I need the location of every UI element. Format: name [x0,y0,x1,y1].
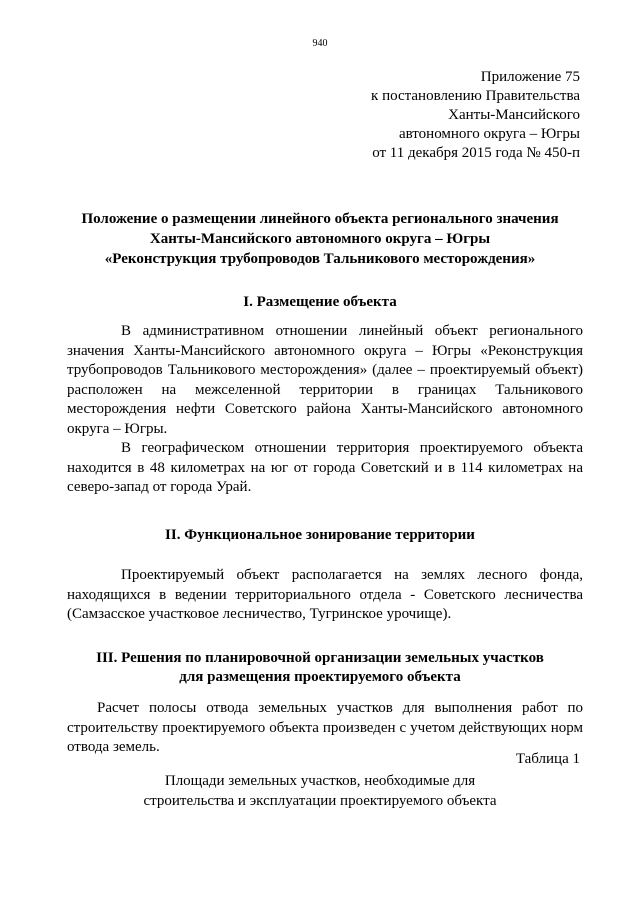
appendix-line: автономного округа – Югры [398,126,580,142]
section-3-heading [60,649,580,687]
paragraph: В географическом отношении территория проектируемого объекта находится в 48 километрах на юг от города Советский и в 114 километрах на северо-запад от города Урай. [67,440,583,495]
paragraph: Проектируемый объект располагается на землях лесного фонда, находящихся в ведении территориального отдела - Советского лесничества (Самзасское участковое лесничество, Тугринское урочище). [67,567,583,622]
section-2-heading: II. Функциональное зонирование территории [165,527,475,543]
appendix-line: Приложение 75 [480,69,580,85]
title-line: Ханты-Мансийского автономного округа – Югры [149,231,491,247]
table-title [60,771,580,811]
document-title [60,209,580,269]
section-1-body [67,322,583,498]
table-title-line: строительства и эксплуатации проектируемого объекта [143,793,497,809]
title-line: «Реконструкция трубопроводов Тальникового месторождения» [104,251,536,267]
title-line: Положение о размещении линейного объекта регионального значения [81,211,559,227]
section-3-body [67,699,583,758]
section-2-body [67,566,583,625]
appendix-block [280,68,580,163]
paragraph: В административном отношении линейный объект регионального значения Ханты-Мансийского автономного округа – Югры «Реконструкция трубопроводов Тальникового месторождения» (далее – проектируемый объект) расположен на межселенной территории в границах Тальникового месторождения нефти Советского района Ханты-Мансийского автономного округа – Югры. [67,323,583,437]
section-1-heading: I. Размещение объекта [243,294,397,310]
paragraph: Расчет полосы отвода земельных участков для выполнения работ по строительству проектируемого объекта произведен с учетом действующих норм отвода земель. [67,700,583,755]
appendix-line: от 11 декабря 2015 года № 450-п [372,145,580,161]
table-title-line: Площади земельных участков, необходимые для [164,773,476,789]
page-number: 940 [312,38,328,49]
table-caption: Таблица 1 [515,751,580,767]
heading-line: для размещения проектируемого объекта [179,669,461,685]
heading-line: III. Решения по планировочной организации земельных участков [96,650,544,666]
appendix-line: к постановлению Правительства [371,88,580,104]
appendix-line: Ханты-Мансийского [448,107,580,123]
